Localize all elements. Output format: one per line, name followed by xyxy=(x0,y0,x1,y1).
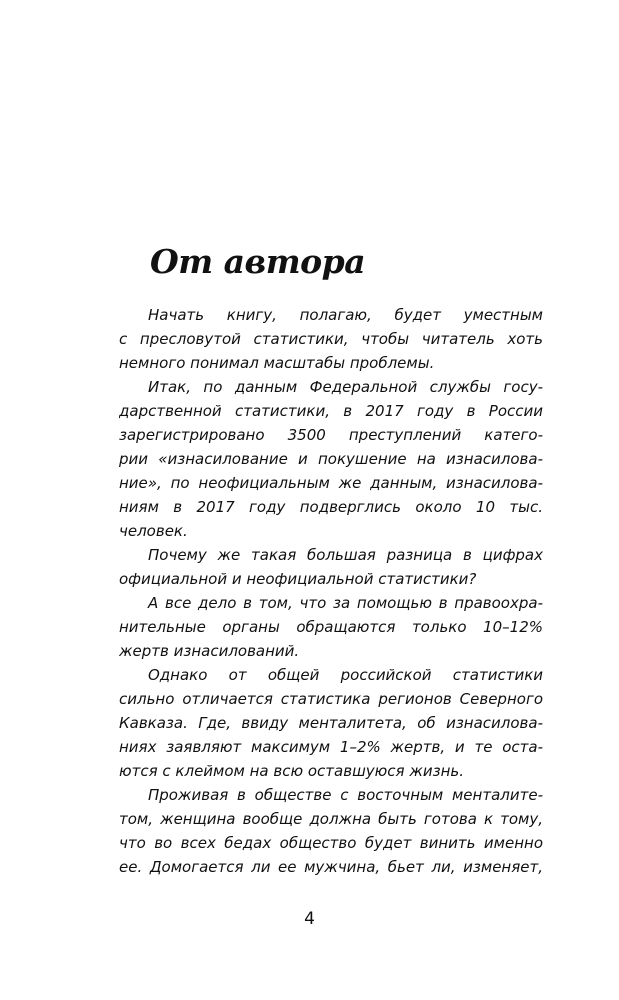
text-line: рии «изнасилование и покушение на изнасилова- xyxy=(119,450,543,468)
text-line: Почему же такая большая разница в цифрах xyxy=(148,546,543,564)
text-line: сильно отличается статистика регионов Северного xyxy=(119,690,543,708)
text-line: с пресловутой статистики, чтобы читатель хоть xyxy=(119,330,543,348)
page-number: 4 xyxy=(304,909,315,929)
text-line: человек. xyxy=(119,522,188,540)
text-line: что во всех бедах общество будет винить именно xyxy=(119,834,543,852)
text-line: ее. Домогается ли ее мужчина, бьет ли, изменяет, xyxy=(119,858,543,876)
text-line: немного понимал масштабы проблемы. xyxy=(119,354,435,372)
text-line: зарегистрировано 3500 преступлений катего- xyxy=(119,426,543,444)
text-line: Проживая в обществе с восточным менталите- xyxy=(148,786,543,804)
body-text xyxy=(119,303,543,879)
text-line: жертв изнасилований. xyxy=(119,642,300,660)
text-line: нительные органы обращаются только 10–12% xyxy=(119,618,543,636)
text-line: Начать книгу, полагаю, будет уместным xyxy=(148,306,543,324)
text-line: ются с клеймом на всю оставшуюся жизнь. xyxy=(119,762,464,780)
text-line: официальной и неофициальной статистики? xyxy=(119,570,477,588)
text-line: Однако от общей российской статистики xyxy=(148,666,543,684)
text-line: А все дело в том, что за помощью в правоохра- xyxy=(148,594,543,612)
text-line: ниям в 2017 году подверглись около 10 тыс. xyxy=(119,498,543,516)
text-line: Кавказа. Где, ввиду менталитета, об изнасилова- xyxy=(119,714,543,732)
text-line: дарственной статистики, в 2017 году в России xyxy=(119,402,543,420)
text-line: Итак, по данным Федеральной службы госу- xyxy=(148,378,543,396)
chapter-title: От автора xyxy=(150,242,366,281)
text-line: ние», по неофициальным же данным, изнасилова- xyxy=(119,474,543,492)
text-line: ниях заявляют максимум 1–2% жертв, и те оста- xyxy=(119,738,543,756)
text-line: том, женщина вообще должна быть готова к тому, xyxy=(119,810,543,828)
